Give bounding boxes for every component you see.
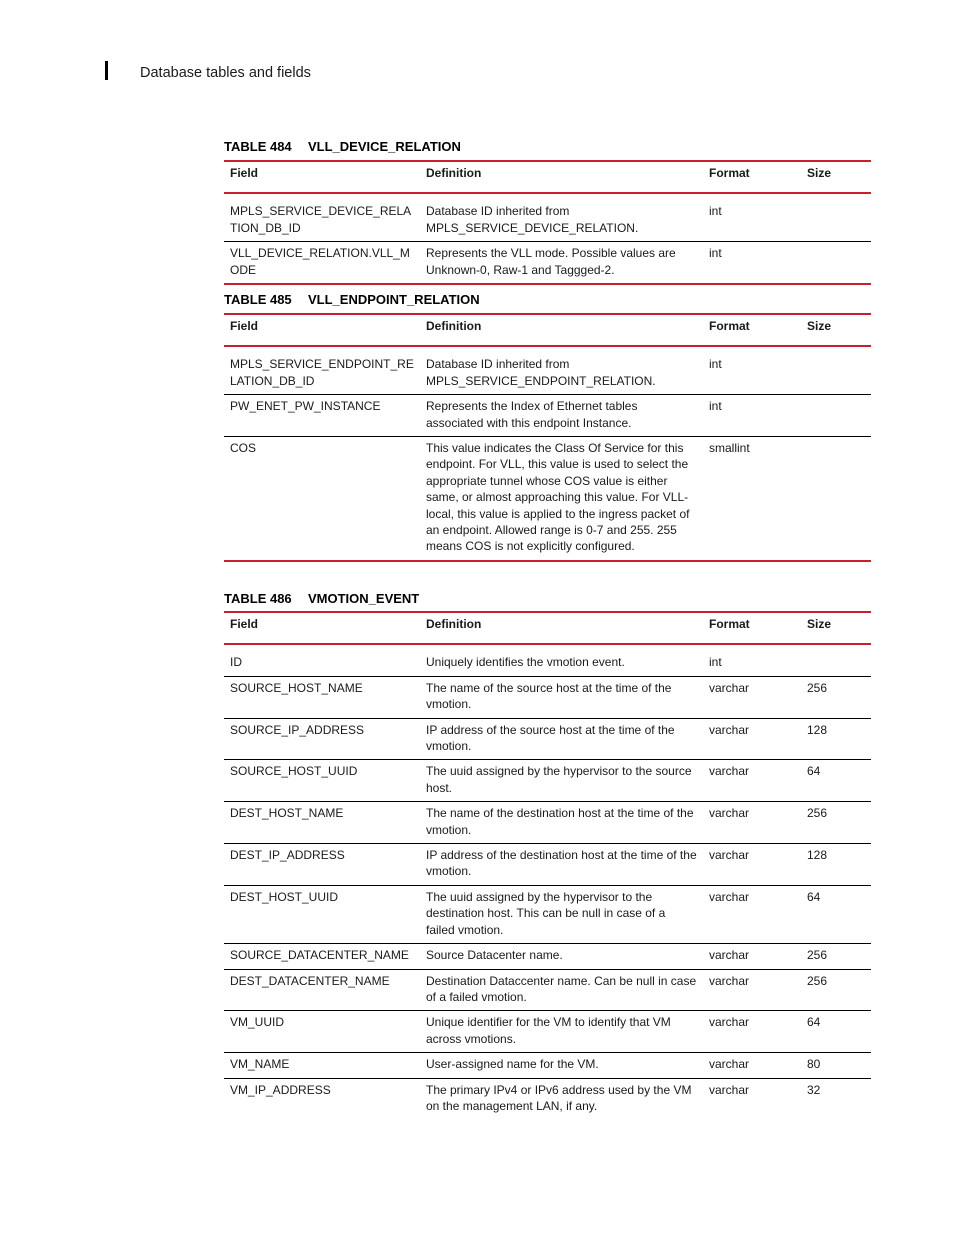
cell-size: 64 (801, 1011, 871, 1053)
table-row (224, 760, 871, 802)
cell-field: MPLS_SERVICE_ENDPOINT_RELATION_DB_ID (224, 346, 420, 394)
cell-format: int (703, 346, 801, 394)
cell-definition: Unique identifier for the VM to identify that VM across vmotions. (420, 1011, 703, 1053)
column-header-field: Field (224, 161, 420, 193)
table-row (224, 1078, 871, 1119)
table-label: TABLE 485 (224, 292, 292, 307)
table-row (224, 644, 871, 676)
cell-size: 256 (801, 944, 871, 969)
cell-format: varchar (703, 885, 801, 943)
margin-change-bar (105, 61, 108, 80)
cell-field: DEST_HOST_NAME (224, 802, 420, 844)
column-header-size: Size (801, 161, 871, 193)
cell-definition: Represents the VLL mode. Possible values are Unknown-0, Raw-1 and Taggged-2. (420, 242, 703, 284)
column-header-format: Format (703, 161, 801, 193)
cell-size: 128 (801, 718, 871, 760)
cell-size: 80 (801, 1053, 871, 1078)
cell-field: MPLS_SERVICE_DEVICE_RELATION_DB_ID (224, 193, 420, 241)
cell-definition: Source Datacenter name. (420, 944, 703, 969)
cell-definition: The uuid assigned by the hypervisor to the source host. (420, 760, 703, 802)
column-header-definition: Definition (420, 161, 703, 193)
cell-definition: Database ID inherited from MPLS_SERVICE_DEVICE_RELATION. (420, 193, 703, 241)
cell-format: int (703, 193, 801, 241)
cell-definition: The primary IPv4 or IPv6 address used by the VM on the management LAN, if any. (426, 1082, 692, 1113)
cell-format: varchar (703, 676, 801, 718)
column-header-size: Size (801, 314, 871, 346)
column-header-format: Format (703, 314, 801, 346)
column-header-definition: Definition (420, 314, 703, 346)
cell-format: varchar (703, 760, 801, 802)
column-header-field: Field (224, 612, 420, 644)
cell-field: SOURCE_DATACENTER_NAME (224, 944, 420, 969)
cell-size (801, 437, 871, 561)
cell-format: varchar (709, 1082, 750, 1097)
cell-size: 32 (807, 1082, 821, 1097)
cell-field: VLL_DEVICE_RELATION.VLL_MODE (224, 242, 420, 284)
cell-size: 256 (801, 802, 871, 844)
table-vll-device-relation (224, 160, 871, 285)
table-486-caption (224, 591, 419, 606)
table-484-caption (224, 139, 461, 154)
table-row (224, 395, 871, 437)
table-row (224, 676, 871, 718)
cell-field: DEST_IP_ADDRESS (224, 844, 420, 886)
cell-size: 256 (801, 676, 871, 718)
table-header-row (224, 161, 871, 193)
cell-format: smallint (703, 437, 801, 561)
table-name: VLL_DEVICE_RELATION (308, 139, 461, 154)
table-row (224, 1011, 871, 1053)
cell-field: SOURCE_IP_ADDRESS (224, 718, 420, 760)
cell-format: int (703, 644, 801, 676)
cell-definition: The name of the destination host at the time of the vmotion. (420, 802, 703, 844)
running-header: Database tables and fields (140, 65, 311, 81)
table-row (224, 718, 871, 760)
cell-field: VM_UUID (224, 1011, 420, 1053)
table-row (224, 193, 871, 241)
cell-size: 256 (801, 969, 871, 1011)
table-vll-endpoint-relation (224, 313, 871, 562)
cell-field: VM_NAME (224, 1053, 420, 1078)
cell-format: varchar (703, 1011, 801, 1053)
cell-format: varchar (703, 969, 801, 1011)
table-row (224, 969, 871, 1011)
table-vmotion-event (224, 611, 871, 1119)
cell-definition: The name of the source host at the time of the vmotion. (420, 676, 703, 718)
table-row (224, 844, 871, 886)
table-header-row (224, 314, 871, 346)
table-row (224, 242, 871, 284)
cell-size (801, 193, 871, 241)
cell-definition: IP address of the source host at the time of the vmotion. (420, 718, 703, 760)
table-row (224, 437, 871, 561)
cell-definition: Database ID inherited from MPLS_SERVICE_ENDPOINT_RELATION. (420, 346, 703, 394)
cell-format: varchar (703, 944, 801, 969)
cell-field: DEST_DATACENTER_NAME (224, 969, 420, 1011)
cell-format: int (703, 242, 801, 284)
cell-field: SOURCE_HOST_UUID (224, 760, 420, 802)
table-name: VMOTION_EVENT (308, 591, 420, 606)
cell-definition: Destination Dataccenter name. Can be null in case of a failed vmotion. (420, 969, 703, 1011)
cell-format: int (703, 395, 801, 437)
column-header-size: Size (801, 612, 871, 644)
cell-definition: The uuid assigned by the hypervisor to the destination host. This can be null in case of a failed vmotion. (420, 885, 703, 943)
table-row (224, 1053, 871, 1078)
cell-format: varchar (703, 1053, 801, 1078)
table-row (224, 802, 871, 844)
column-header-field: Field (224, 314, 420, 346)
cell-field: DEST_HOST_UUID (224, 885, 420, 943)
cell-format: varchar (703, 718, 801, 760)
cell-definition: This value indicates the Class Of Service for this endpoint. For VLL, this value is used to select the appropriate tunnel whose COS value is either same, or almost approaching this value. For VLL-local, this value is applied to the ingress packet of an endpoint. Allowed range is 0-7 and 255. 255 means COS is not explicitly configured. (420, 437, 703, 561)
cell-format: varchar (703, 802, 801, 844)
table-label: TABLE 484 (224, 139, 292, 154)
cell-definition: Uniquely identifies the vmotion event. (420, 644, 703, 676)
table-row (224, 346, 871, 394)
table-row (224, 885, 871, 943)
table-row (224, 944, 871, 969)
cell-size: 64 (801, 885, 871, 943)
cell-size (801, 644, 871, 676)
column-header-definition: Definition (420, 612, 703, 644)
cell-size (801, 395, 871, 437)
table-label: TABLE 486 (224, 591, 292, 606)
cell-size (801, 346, 871, 394)
cell-field: PW_ENET_PW_INSTANCE (224, 395, 420, 437)
cell-size: 64 (801, 760, 871, 802)
table-header-row (224, 612, 871, 644)
cell-field: ID (224, 644, 420, 676)
cell-size (801, 242, 871, 284)
table-485-caption (224, 292, 480, 307)
cell-size: 128 (801, 844, 871, 886)
cell-definition: Represents the Index of Ethernet tables associated with this endpoint Instance. (420, 395, 703, 437)
cell-field: COS (224, 437, 420, 561)
cell-format: varchar (703, 844, 801, 886)
table-name: VLL_ENDPOINT_RELATION (308, 292, 480, 307)
cell-definition: User-assigned name for the VM. (420, 1053, 703, 1078)
cell-definition: IP address of the destination host at the time of the vmotion. (420, 844, 703, 886)
cell-field: VM_IP_ADDRESS (230, 1082, 331, 1097)
column-header-format: Format (703, 612, 801, 644)
cell-field: SOURCE_HOST_NAME (224, 676, 420, 718)
